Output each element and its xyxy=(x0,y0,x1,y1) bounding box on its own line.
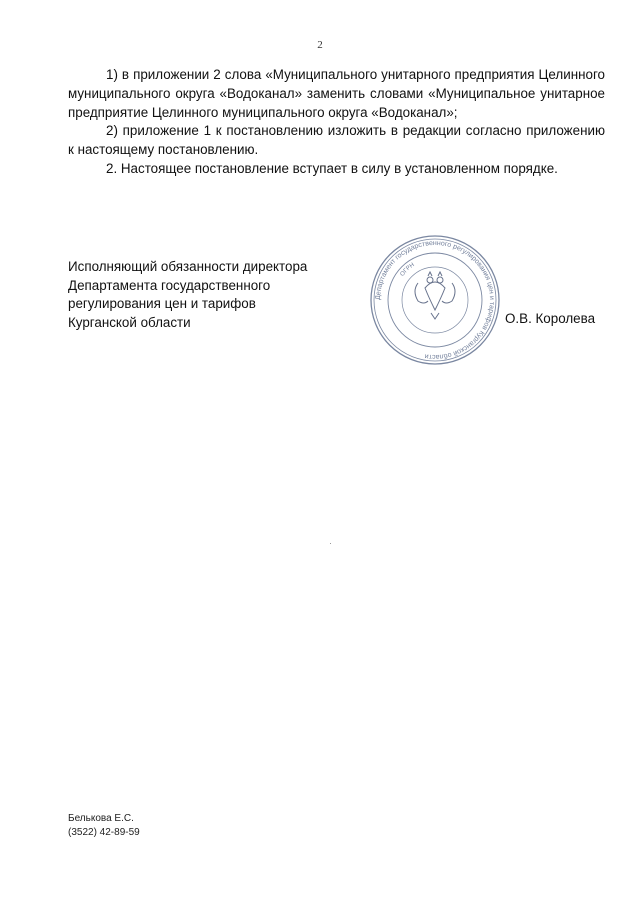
position-line: Курганской области xyxy=(68,314,191,330)
position-line: регулирования цен и тарифов xyxy=(68,296,256,312)
official-seal-stamp xyxy=(368,233,502,367)
document-body xyxy=(68,66,605,179)
position-line: Департамента государственного xyxy=(68,277,271,293)
stamp-inner-text: ОГРН xyxy=(399,262,416,278)
coat-of-arms-icon xyxy=(415,272,455,319)
page-number: 2 xyxy=(317,39,323,51)
scan-speck xyxy=(330,543,331,544)
paragraph-1: 1) в приложении 2 слова «Муниципального унитарного предприятия Целинного муниципального округа «Водоканал» заменить словами «Муниципальное унитарное предприятие Целинного муниципального округа «Водоканал»; xyxy=(68,67,605,120)
stamp-outer-text: Департамент государственного регулирования цен и тарифов Курганской области xyxy=(374,239,496,361)
executor-phone: (3522) 42-89-59 xyxy=(68,826,140,838)
executor-footer xyxy=(68,812,140,839)
paragraph-3: 2. Настоящее постановление вступает в силу в установленном порядке. xyxy=(106,160,558,176)
signatory-position xyxy=(68,258,368,332)
position-line: Исполняющий обязанности директора xyxy=(68,259,308,274)
executor-name: Белькова Е.С. xyxy=(68,813,134,824)
signatory-name: О.В. Королева xyxy=(505,311,596,326)
paragraph-2: 2) приложение 1 к постановлению изложить в редакции согласно приложению к настоящему постановлению. xyxy=(68,123,605,158)
